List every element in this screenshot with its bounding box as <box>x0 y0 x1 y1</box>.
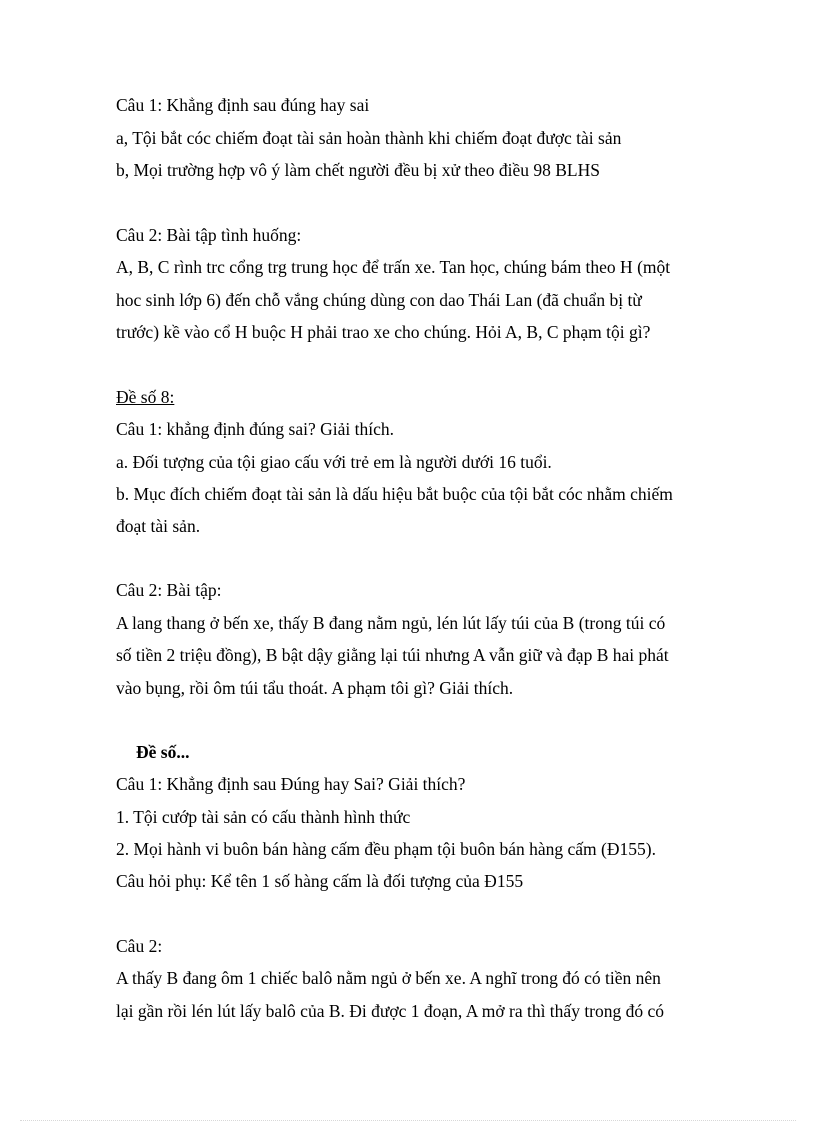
statement-b: b, Mọi trường hợp vô ý làm chết người đều bị xử theo điều 98 BLHS <box>116 160 600 180</box>
paragraph-line: A, B, C rình trc cổng trg trung học để trấn xe. Tan học, chúng bám theo H (một <box>116 257 671 277</box>
paragraph-line: hoc sinh lớp 6) đến chỗ vắng chúng dùng con dao Thái Lan (đã chuẩn bị từ <box>116 290 642 310</box>
sub-question: Câu hỏi phụ: Kể tên 1 số hàng cấm là đối tượng của Đ155 <box>116 871 524 891</box>
statement-b-continued: đoạt tài sản. <box>116 516 201 536</box>
exam-heading: Đề số 8: <box>116 387 175 407</box>
question-title: Câu 1: khẳng định đúng sai? Giải thích. <box>116 419 395 439</box>
question-title: Câu 2: <box>116 936 163 956</box>
exam-heading: Đề số... <box>136 742 190 762</box>
paragraph-line: A lang thang ở bến xe, thấy B đang nằm ngủ, lén lút lấy túi của B (trong túi có <box>116 613 666 633</box>
statement-2: 2. Mọi hành vi buôn bán hàng cấm đều phạm tội buôn bán hàng cấm (Đ155). <box>116 839 656 859</box>
paragraph-line: vào bụng, rồi ôm túi tẩu thoát. A phạm tôi gì? Giải thích. <box>116 678 514 698</box>
question-title: Câu 1: Khẳng định sau Đúng hay Sai? Giải thích? <box>116 774 466 794</box>
page-bottom-divider <box>20 1120 796 1121</box>
paragraph-line: số tiền 2 triệu đồng), B bật dậy giằng lại túi nhưng A vẫn giữ và đạp B hai phát <box>116 645 669 665</box>
statement-1: 1. Tội cướp tài sản có cấu thành hình thức <box>116 807 411 827</box>
statement-a: a. Đối tượng của tội giao cấu với trẻ em là người dưới 16 tuổi. <box>116 452 552 472</box>
statement-b: b. Mục đích chiếm đoạt tài sản là dấu hiệu bắt buộc của tội bắt cóc nhằm chiếm <box>116 484 673 504</box>
question-title: Câu 2: Bài tập: <box>116 580 222 600</box>
statement-a: a, Tội bắt cóc chiếm đoạt tài sản hoàn thành khi chiếm đoạt được tài sản <box>116 128 622 148</box>
question-title: Câu 1: Khẳng định sau đúng hay sai <box>116 95 370 115</box>
question-title: Câu 2: Bài tập tình huống: <box>116 225 302 245</box>
paragraph-line: trước) kề vào cổ H buộc H phải trao xe cho chúng. Hỏi A, B, C phạm tội gì? <box>116 322 651 342</box>
paragraph-line: lại gần rồi lén lút lấy balô của B. Đi được 1 đoạn, A mở ra thì thấy trong đó có <box>116 1001 665 1021</box>
paragraph-line: A thấy B đang ôm 1 chiếc balô nằm ngủ ở bến xe. A nghĩ trong đó có tiền nên <box>116 968 661 988</box>
